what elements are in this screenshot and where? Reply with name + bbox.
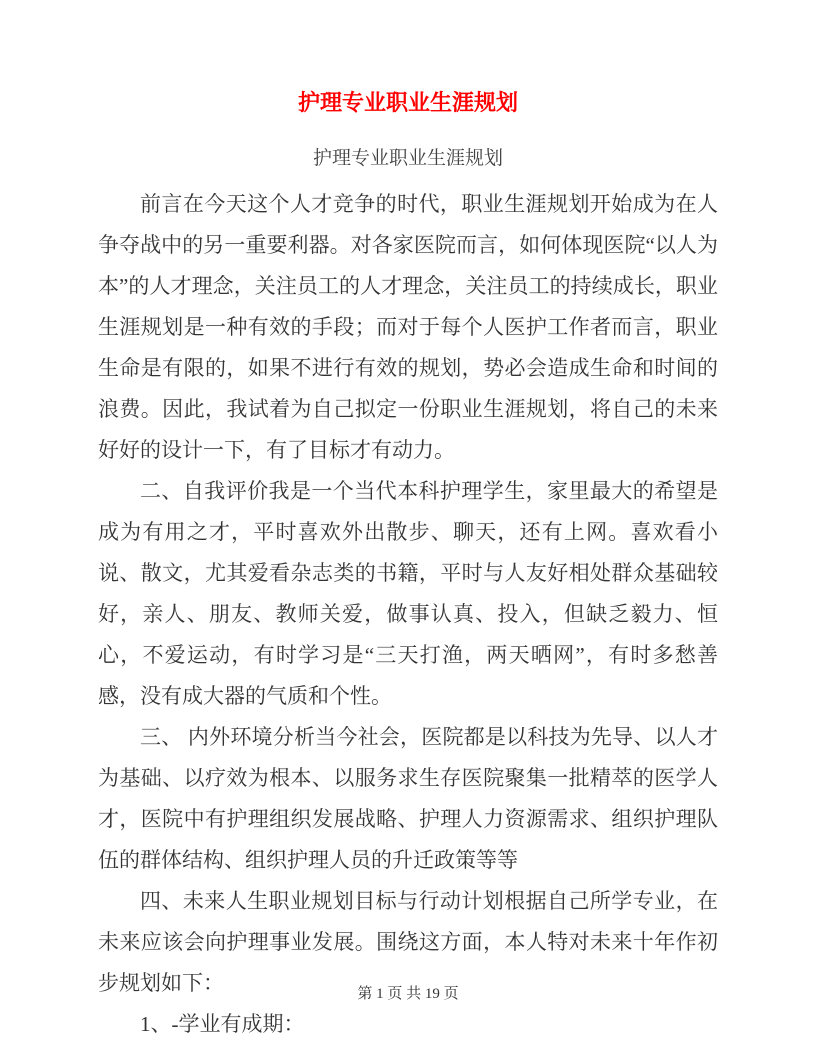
document-title: 护理专业职业生涯规划 <box>297 90 518 115</box>
body-paragraph: 四、未来人生职业规划目标与行动计划根据自己所学专业，在未来应该会向护理事业发展。围绕这方面，本人特对未来十年作初步规划如下： <box>98 889 718 995</box>
document-content <box>98 88 718 1045</box>
document-body <box>98 184 718 1045</box>
body-paragraph: 三、 内外环境分析当今社会，医院都是以科技为先导、以人才为基础、以疗效为根本、以服务求生存医院聚集一批精萃的医学人才，医院中有护理组织发展战略、护理人力资源需求、组织护理队伍的群体结构、组织护理人员的升迁政策等等 <box>98 725 718 872</box>
body-paragraph: 前言在今天这个人才竞争的时代，职业生涯规划开始成为在人争夺战中的另一重要利器。对各家医院而言，如何体现医院“以人为本”的人才理念，关注员工的人才理念，关注员工的持续成长，职业生涯规划是一种有效的手段；而对于每个人医护工作者而言，职业生命是有限的，如果不进行有效的规划，势必会造成生命和时间的浪费。因此，我试着为自己拟定一份职业生涯规划，将自己的未来好好的设计一下，有了目标才有动力。 <box>98 192 718 462</box>
body-paragraph: 二、自我评价我是一个当代本科护理学生，家里最大的希望是成为有用之才，平时喜欢外出散步、聊天，还有上网。喜欢看小说、散文，尤其爱看杂志类的书籍，平时与人友好相处群众基础较好，亲人、朋友、教师关爱，做事认真、投入，但缺乏毅力、恒心，不爱运动，有时学习是“三天打渔，两天晒网”，有时多愁善感，没有成大器的气质和个性。 <box>98 479 718 708</box>
body-paragraph: 1、-学业有成期： <box>140 1012 305 1036</box>
document-subtitle: 护理专业职业生涯规划 <box>312 148 503 169</box>
page-number-footer: 第 1 页 共 19 页 <box>357 986 459 1002</box>
